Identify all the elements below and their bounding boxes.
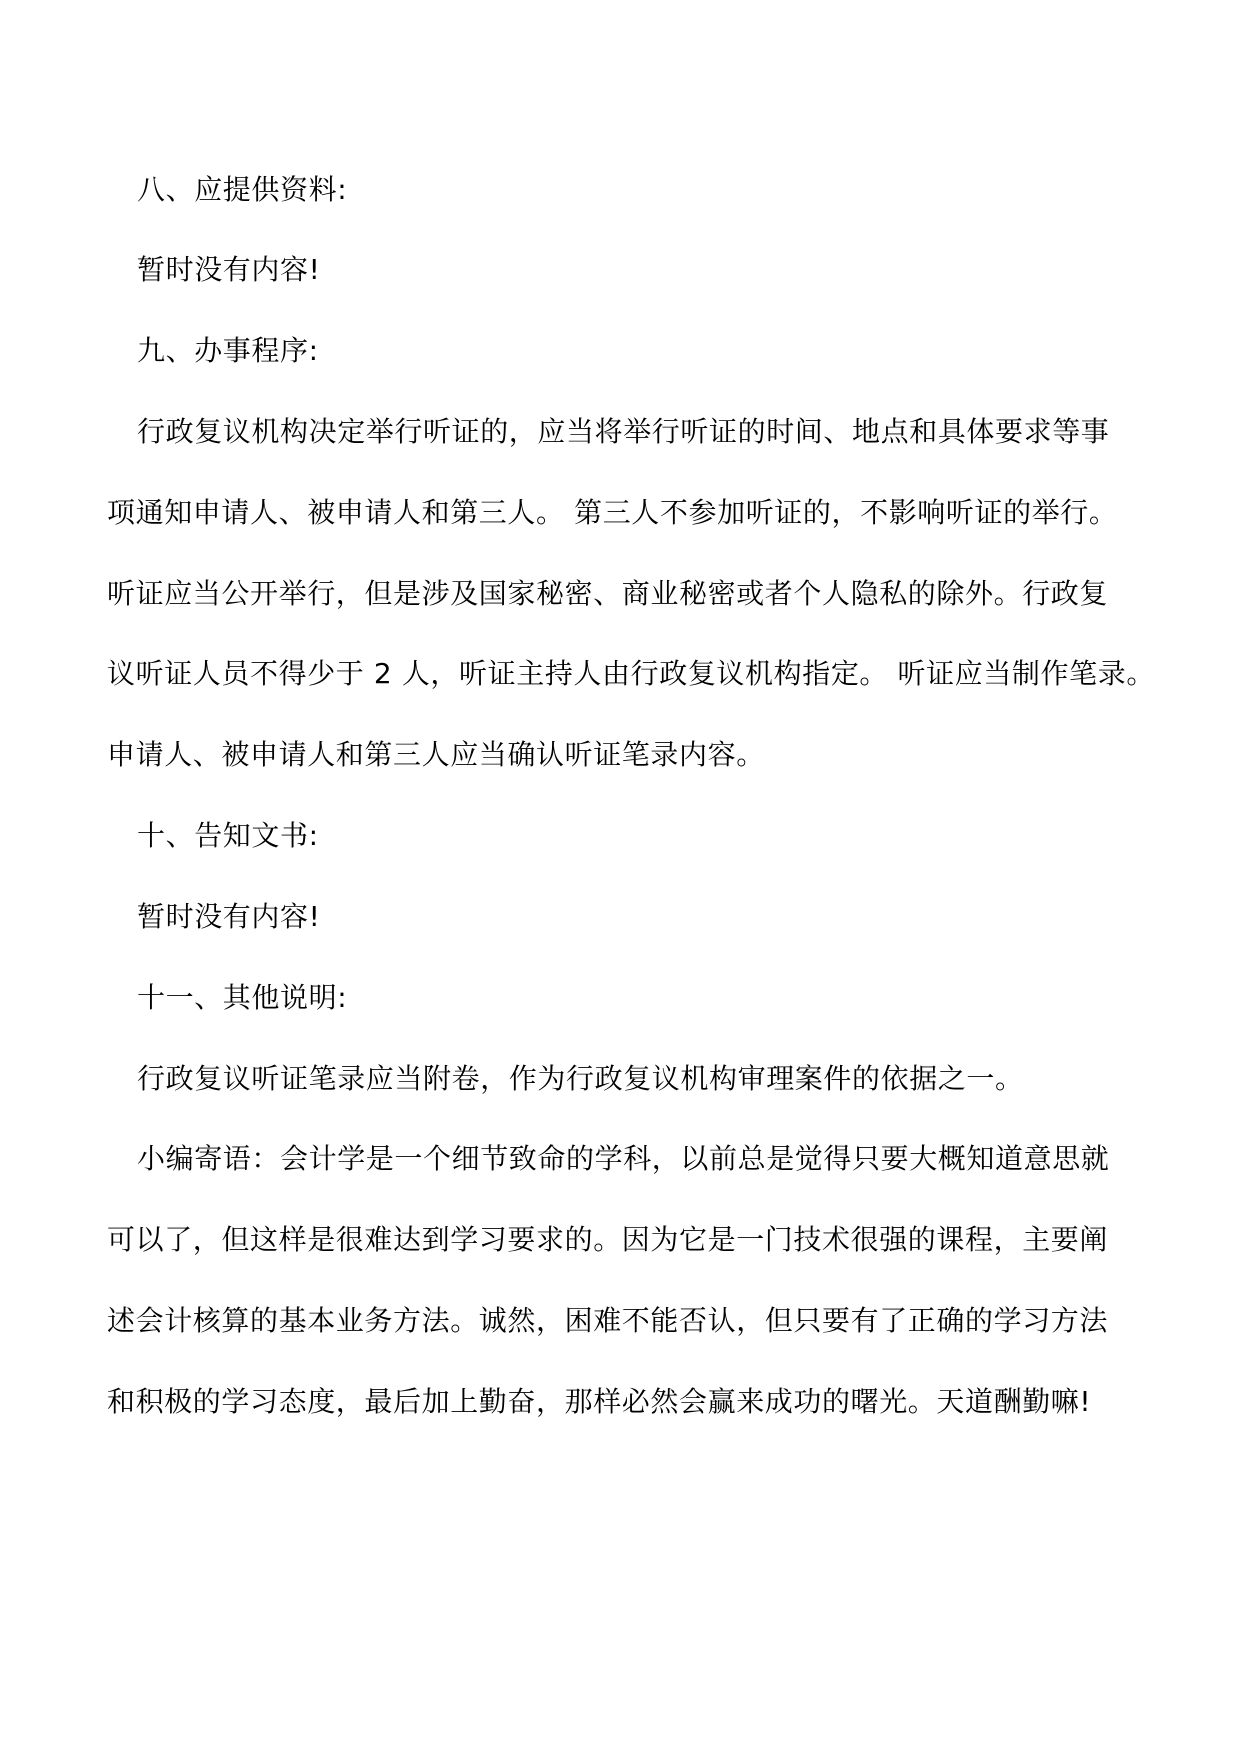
section-11-heading: 十一、其他说明: — [137, 981, 348, 1014]
editor-note-line: 述会计核算的基本业务方法。诚然，困难不能否认，但只要有了正确的学习方法 — [107, 1304, 1109, 1337]
editor-note-line: 和积极的学习态度，最后加上勤奋，那样必然会赢来成功的曙光。天道酬勤嘛! — [107, 1385, 1092, 1418]
section-9-body-line: 申请人、被申请人和第三人应当确认听证笔录内容。 — [107, 738, 765, 771]
section-10-body: 暂时没有内容! — [137, 900, 321, 933]
section-9-body-line: 项通知申请人、被申请人和第三人。 第三人不参加听证的，不影响听证的举行。 — [107, 496, 1118, 529]
section-9-heading: 九、办事程序: — [137, 334, 319, 367]
editor-note-line: 小编寄语：会计学是一个细节致命的学科，以前总是觉得只要大概知道意思就 — [137, 1142, 1110, 1175]
section-8-heading: 八、应提供资料: — [137, 173, 348, 206]
section-8-body: 暂时没有内容! — [137, 253, 321, 286]
section-11-body: 行政复议听证笔录应当附卷，作为行政复议机构审理案件的依据之一。 — [137, 1062, 1024, 1095]
section-9-body-line: 行政复议机构决定举行听证的，应当将举行听证的时间、地点和具体要求等事 — [137, 415, 1110, 448]
section-9-body-line: 听证应当公开举行，但是涉及国家秘密、商业秘密或者个人隐私的除外。行政复 — [107, 577, 1109, 610]
section-9-body-line: 议听证人员不得少于 2 人，听证主持人由行政复议机构指定。 听证应当制作笔录。 — [107, 657, 1155, 690]
editor-note-line: 可以了，但这样是很难达到学习要求的。因为它是一门技术很强的课程，主要阐 — [107, 1223, 1109, 1256]
section-10-heading: 十、告知文书: — [137, 819, 319, 852]
